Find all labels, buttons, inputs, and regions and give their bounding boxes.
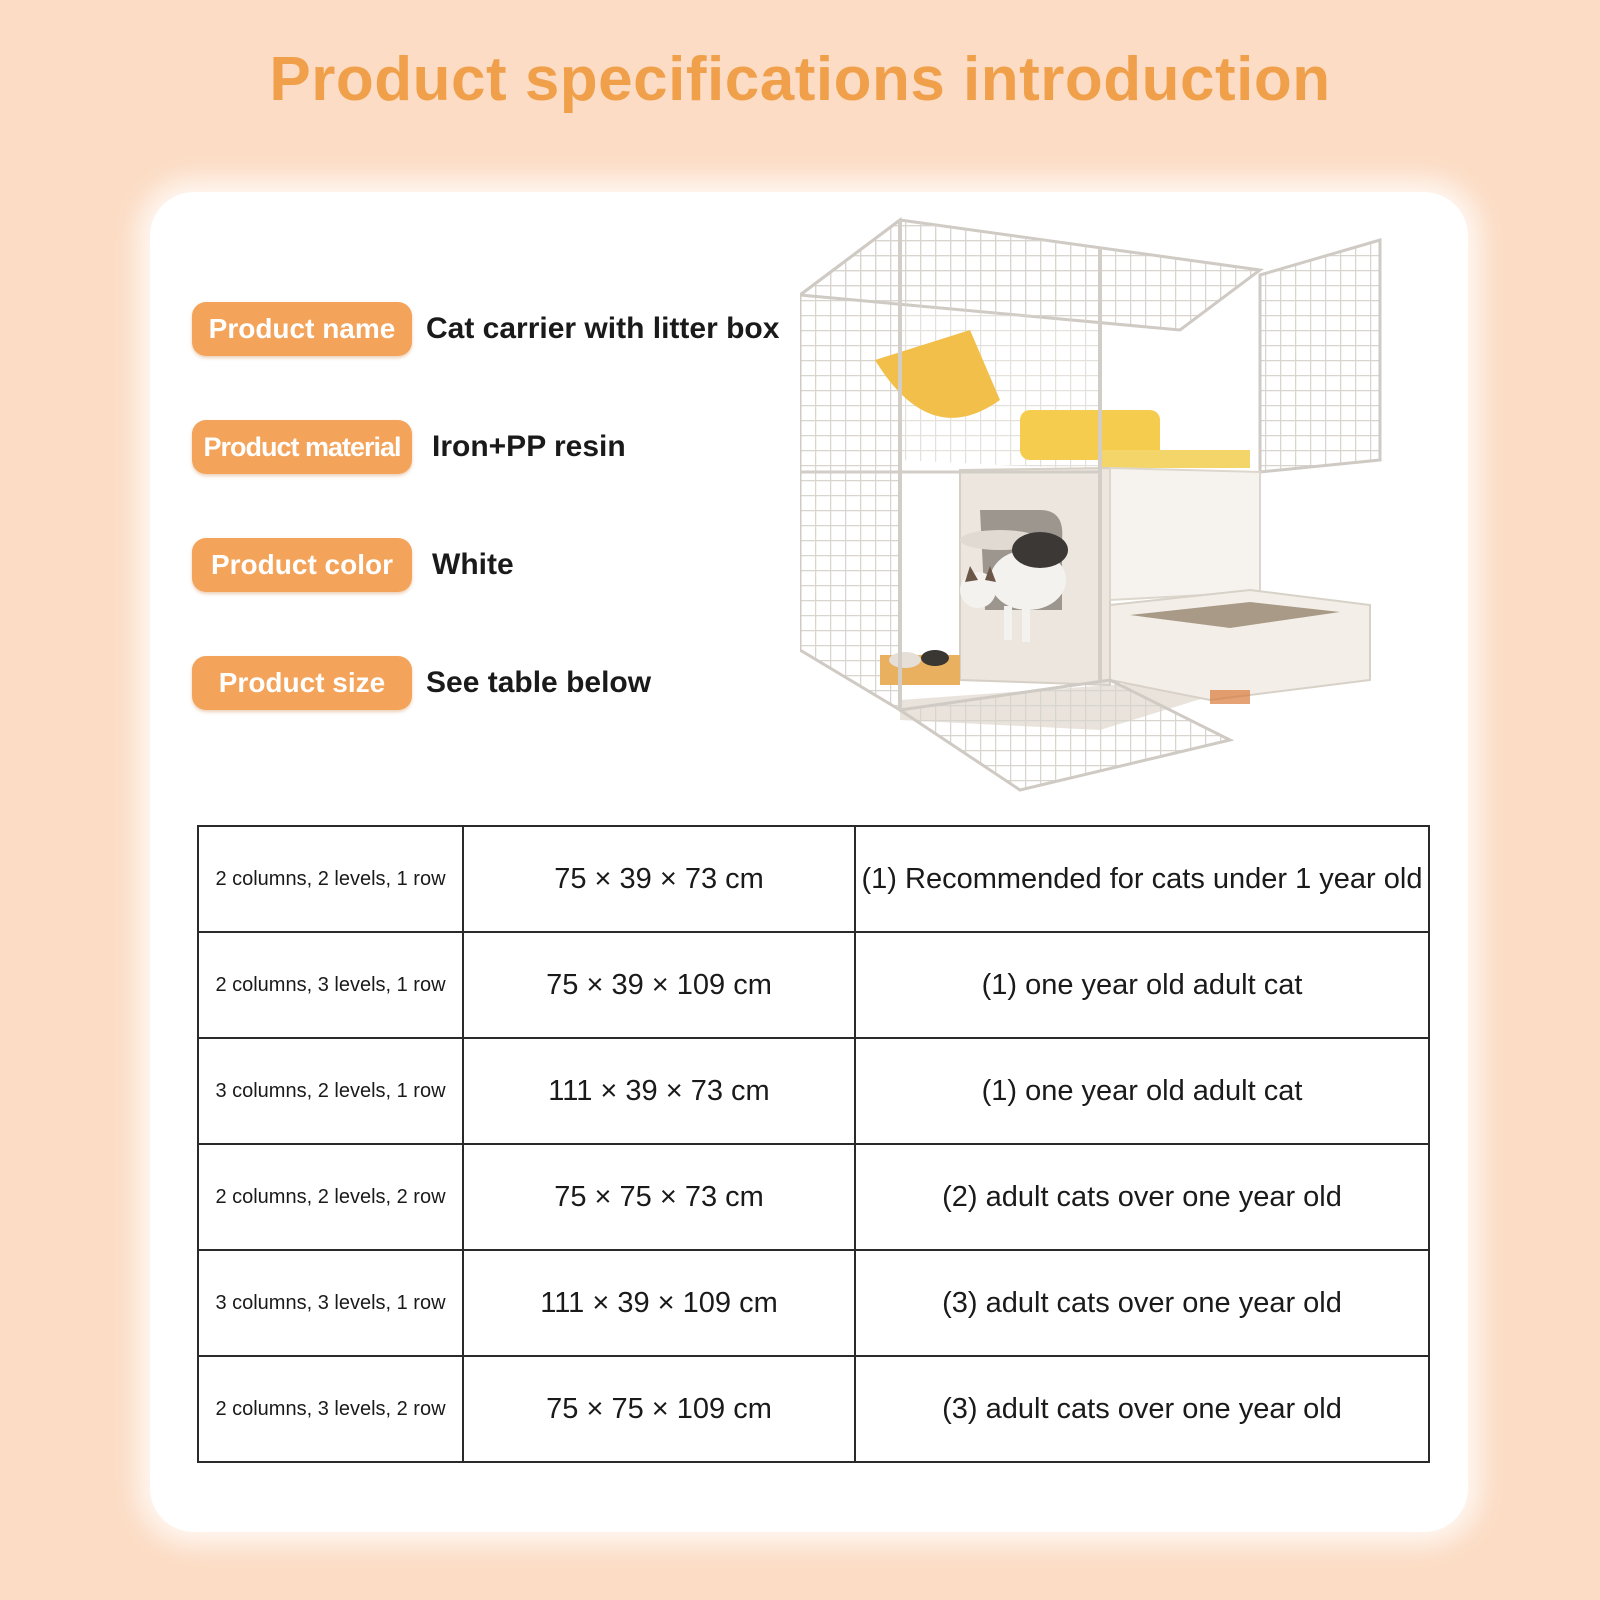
dimensions-cell: 75 × 75 × 109 cm	[463, 1356, 855, 1462]
spec-value: Iron+PP resin	[432, 430, 626, 463]
spec-row-color	[192, 538, 514, 592]
recommendation-cell: (3) adult cats over one year old	[855, 1356, 1429, 1462]
spec-value: White	[432, 548, 514, 581]
spec-label-badge: Product name	[192, 302, 412, 356]
size-config-cell: 3 columns, 3 levels, 1 row	[198, 1250, 463, 1356]
spec-label-badge: Product material	[192, 420, 412, 474]
table-row	[198, 1038, 1429, 1144]
page-title: Product specifications introduction	[269, 45, 1331, 114]
size-config-cell: 2 columns, 3 levels, 2 row	[198, 1356, 463, 1462]
table-row	[198, 932, 1429, 1038]
dimensions-cell: 75 × 39 × 73 cm	[463, 826, 855, 932]
spec-label-badge: Product size	[192, 656, 412, 710]
table-row	[198, 1250, 1429, 1356]
spec-row-material	[192, 420, 626, 474]
spec-row-name	[192, 302, 779, 356]
table-row	[198, 1144, 1429, 1250]
size-config-cell: 2 columns, 2 levels, 1 row	[198, 826, 463, 932]
size-config-cell: 3 columns, 2 levels, 1 row	[198, 1038, 463, 1144]
size-config-cell: 2 columns, 2 levels, 2 row	[198, 1144, 463, 1250]
recommendation-cell: (3) adult cats over one year old	[855, 1250, 1429, 1356]
recommendation-cell: (2) adult cats over one year old	[855, 1144, 1429, 1250]
dimensions-cell: 111 × 39 × 73 cm	[463, 1038, 855, 1144]
dimensions-cell: 75 × 75 × 73 cm	[463, 1144, 855, 1250]
recommendation-cell: (1) one year old adult cat	[855, 1038, 1429, 1144]
cat-cage-illustration	[800, 210, 1420, 810]
table-row	[198, 1356, 1429, 1462]
spec-value: Cat carrier with litter box	[426, 312, 780, 345]
size-table	[197, 825, 1430, 1463]
recommendation-cell: (1) Recommended for cats under 1 year old	[855, 826, 1429, 932]
dimensions-cell: 75 × 39 × 109 cm	[463, 932, 855, 1038]
size-config-cell: 2 columns, 3 levels, 1 row	[198, 932, 463, 1038]
spec-label-badge: Product color	[192, 538, 412, 592]
spec-value: See table below	[426, 666, 652, 699]
dimensions-cell: 111 × 39 × 109 cm	[463, 1250, 855, 1356]
table-row	[198, 826, 1429, 932]
recommendation-cell: (1) one year old adult cat	[855, 932, 1429, 1038]
spec-row-size	[192, 656, 651, 710]
